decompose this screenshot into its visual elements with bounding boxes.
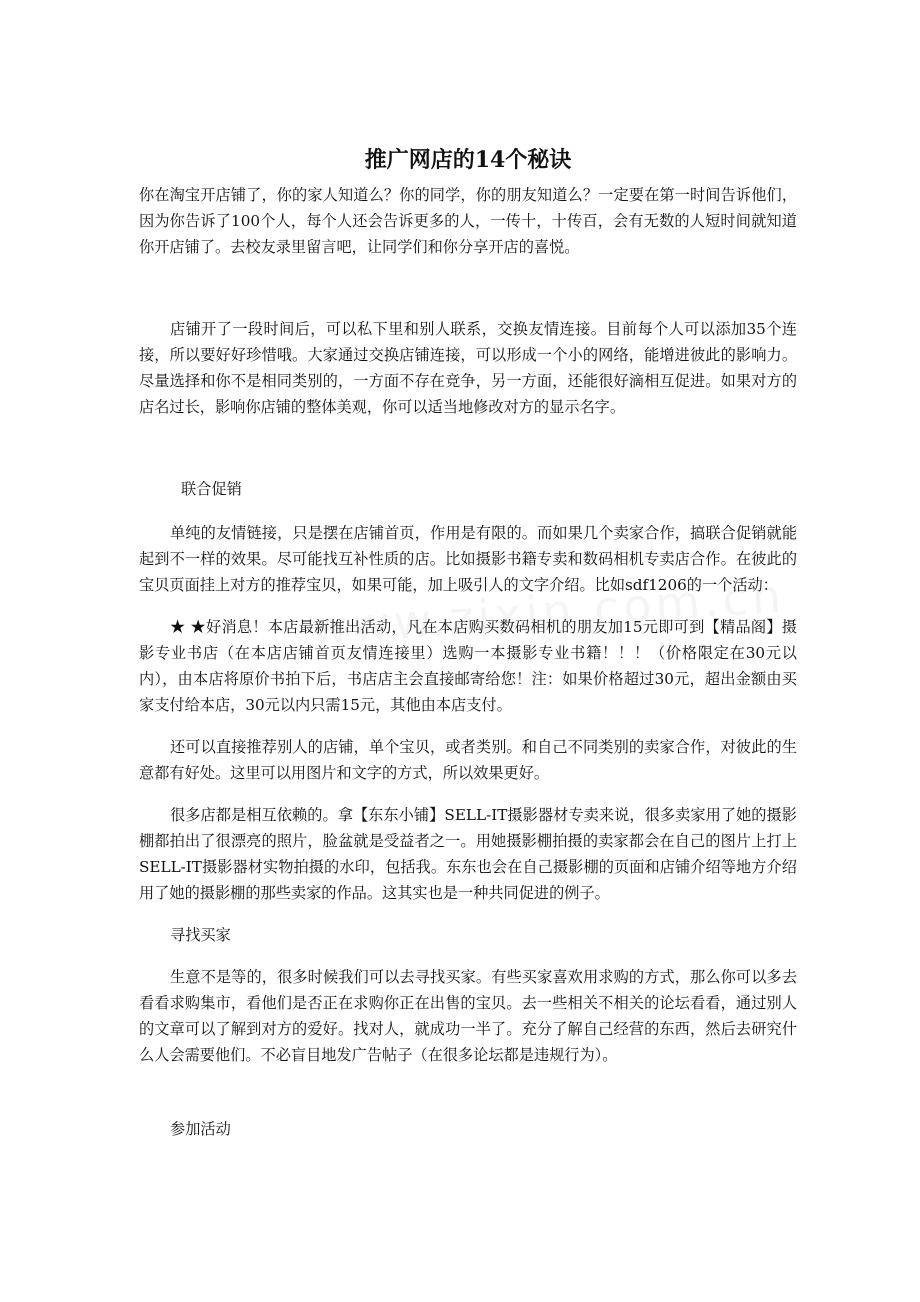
spacer: [139, 1068, 797, 1116]
paragraph-intro: 你在淘宝开店铺了，你的家人知道么？你的同学，你的朋友知道么？一定要在第一时间告诉他们，因为你告诉了100个人，每个人还会告诉更多的人，一传十，十传百，会有无数的人短时间就知道你开店铺了。去校友录里留言吧，让同学们和你分享开店的喜悦。: [139, 186, 797, 256]
spacer: [139, 718, 797, 734]
spacer: [139, 420, 797, 476]
paragraph-promotion-example: ★ ★好消息！本店最新推出活动，凡在本店购买数码相机的朋友加15元即可到【精品阁】摄影专业书店（在本店店铺首页友情连接里）选购一本摄影专业书籍！！！（价格限定在30元以内），由本店将原价书拍下后，书店店主会直接邮寄给您！注：如果价格超过30元，超出金额由买家支付给本店，30元以内只需15元，其他由本店支付。: [139, 618, 797, 714]
paragraph-recommend-shops: 还可以直接推荐别人的店铺，单个宝贝，或者类别。和自己不同类别的卖家合作，对彼此的生意都有好处。这里可以用图片和文字的方式，所以效果更好。: [139, 738, 797, 782]
section-heading-find-buyers: 寻找买家: [170, 926, 231, 944]
spacer: [139, 502, 797, 520]
spacer: [139, 948, 797, 964]
spacer: [139, 786, 797, 802]
paragraph-mutual-dependence: 很多店都是相互依赖的。拿【东东小铺】SELL-IT摄影器材专卖来说，很多卖家用了她的摄影棚都拍出了很漂亮的照片，脸盆就是受益者之一。用她摄影棚拍摄的卖家都会在自己的图片上打上SELL-IT摄影器材实物拍摄的水印，包括我。东东也会在自己摄影棚的页面和店铺介绍等地方介绍用了她的摄影棚的那些卖家的作品。这其实也是一种共同促进的例子。: [139, 806, 797, 902]
spacer: [139, 260, 797, 316]
spacer: [139, 906, 797, 922]
document-title: 推广网店的14个秘诀: [364, 147, 572, 173]
paragraph-find-buyers: 生意不是等的，很多时候我们可以去寻找买家。有些买家喜欢用求购的方式，那么你可以多去看看求购集市，看他们是否正在求购你正在出售的宝贝。去一些相关不相关的论坛看看，通过别人的文章可以了解到对方的爱好。找对人，就成功一半了。充分了解自己经营的东西，然后去研究什么人会需要他们。不必盲目地发广告帖子（在很多论坛都是违规行为）。: [139, 968, 797, 1064]
paragraph-joint-promotion: 单纯的友情链接，只是摆在店铺首页，作用是有限的。而如果几个卖家合作，搞联合促销就能起到不一样的效果。尽可能找互补性质的店。比如摄影书籍专卖和数码相机专卖店合作。在彼此的宝贝页面挂上对方的推荐宝贝，如果可能，加上吸引人的文字介绍。比如sdf1206的一个活动：: [139, 524, 797, 594]
paragraph-link-exchange: 店铺开了一段时间后，可以私下里和别人联系，交换友情连接。目前每个人可以添加35个连接，所以要好好珍惜哦。大家通过交换店铺连接，可以形成一个小的网络，能增进彼此的影响力。尽量选择和你不是相同类别的，一方面不存在竞争，另一方面，还能很好滴相互促进。如果对方的店名过长，影响你店铺的整体美观，你可以适当地修改对方的显示名字。: [139, 320, 797, 416]
spacer: [139, 598, 797, 614]
document-page: [139, 140, 797, 1142]
section-heading-join-activities: 参加活动: [170, 1120, 231, 1138]
section-heading-joint-promotion: 联合促销: [181, 480, 242, 498]
